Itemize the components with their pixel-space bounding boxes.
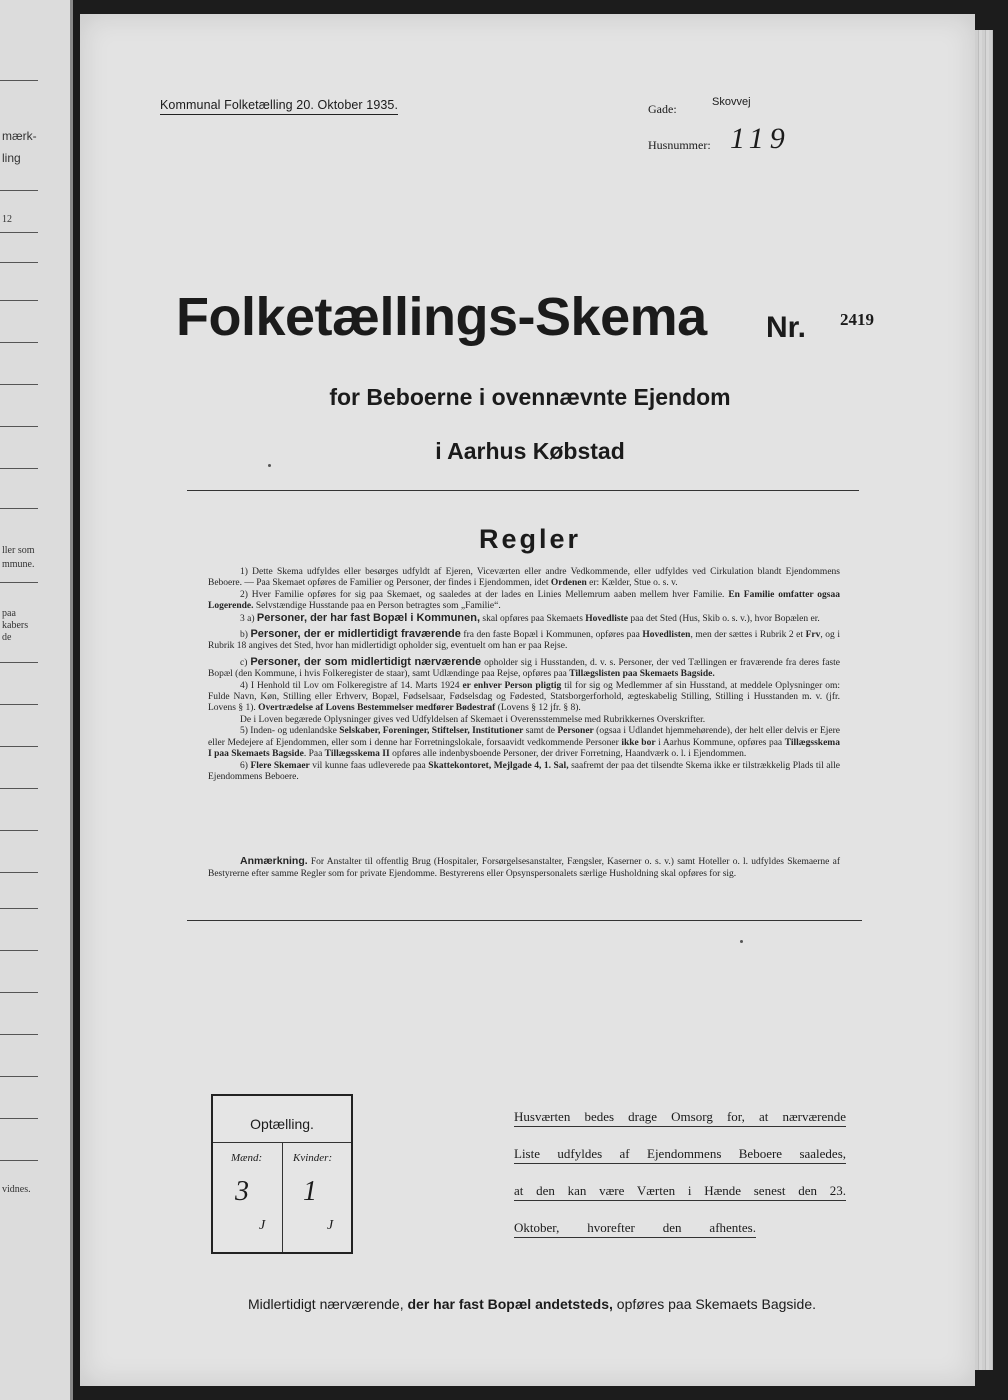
- rule-text: skal opføres paa Skemaets: [480, 613, 586, 624]
- rule-text: b): [240, 630, 251, 641]
- rule-4: [208, 681, 840, 715]
- form-number: 2419: [840, 310, 874, 329]
- rule-emphasis: Hovedlisten: [642, 630, 691, 641]
- rule-5: [208, 726, 840, 760]
- rule-4-note: De i Loven begærede Oplysninger gives ved Udfyldelsen af Skemaet i Overensstemmelse med Rubrikkernes Overskrifter.: [240, 714, 706, 725]
- women-label: Kvinder:: [293, 1152, 333, 1164]
- page-fragment-text: paa: [2, 608, 16, 619]
- divider: [0, 1076, 38, 1077]
- remark-body: For Anstalter til offentlig Brug (Hospitaler, Forsørgelsesanstalter, Fængsler, Kaserner o. s. v.) samt Hoteller o. l. udfyldes Skemaerne af Bestyrerne efter samme Regler som for private Ejendomme. Bestyrerens eller Opsynspersonalets særlige Husholdning skal opføres for sig.: [208, 857, 840, 879]
- footer-text: opføres paa Skemaets Bagside.: [612, 1296, 816, 1312]
- rule-text: paa det Sted (Hus, Skib o. s. v.), hvor Bopælen er.: [628, 613, 820, 624]
- rule-text: 5) Inden- og udenlandske: [240, 726, 340, 737]
- rule-emphasis: En Familie omfatter ogsaa Logerende.: [208, 589, 840, 612]
- rule-emphasis: Overtrædelse af Lovens Bestemmelser medfører Bødestraf: [258, 703, 496, 714]
- rule-emphasis: Personer, der som midlertidigt nærværende: [250, 655, 482, 668]
- rule-text: samt de: [523, 726, 558, 737]
- form-location: i Aarhus Købstad: [435, 438, 625, 464]
- previous-page-edge: [0, 0, 73, 1400]
- remark-text: [208, 856, 840, 880]
- rule-emphasis: Personer, der er midlertidigt fraværende: [250, 628, 461, 641]
- rule-text: , men der sættes i Rubrik 2 et: [690, 630, 806, 641]
- divider: [0, 384, 38, 385]
- divider: [0, 342, 38, 343]
- footer-note: [192, 1296, 872, 1312]
- rule-emphasis: Skattekontoret, Mejlgade 4, 1. Sal,: [428, 760, 569, 771]
- rule-emphasis: Personer: [557, 726, 594, 737]
- rule-emphasis: er enhver Person pligtig: [462, 680, 562, 691]
- paper-speck: [740, 940, 743, 943]
- remark-label: Anmærkning.: [240, 855, 308, 867]
- divider: [187, 920, 862, 921]
- rule-1: [208, 567, 840, 590]
- remark-paragraph: [208, 856, 840, 880]
- rule-2: [208, 590, 840, 613]
- rule-emphasis: Hovedliste: [585, 613, 629, 624]
- rule-text: (ogsaa i Udlandet hjemmehørende), der helt eller delvis er Ejere eller Medejere af Ejendommen, eller som i denne har Forretningslokale, forsaavidt vedkommende Personer: [208, 726, 840, 748]
- divider: [0, 704, 38, 705]
- men-count: 3: [235, 1176, 249, 1207]
- divider: [0, 426, 38, 427]
- rule-emphasis: Ordenen: [550, 578, 587, 589]
- instruction-line: Husværten bedes drage Omsorg for, at nærværende: [514, 1108, 846, 1127]
- page-fragment-text: mærk-: [2, 129, 37, 143]
- instruction-line: Oktober, hvorefter den afhentes.: [514, 1219, 756, 1238]
- rule-3b: [208, 629, 840, 653]
- page-fragment-text: ller som: [2, 545, 35, 556]
- house-number-value: 119: [730, 122, 791, 155]
- street-value: Skovvej: [712, 96, 751, 108]
- census-form-page: [80, 14, 975, 1386]
- rule-emphasis: Personer, der har fast Bopæl i Kommunen,: [256, 611, 480, 624]
- divider: [0, 1118, 38, 1119]
- rules-text: [208, 567, 840, 783]
- divider: [0, 300, 38, 301]
- rule-text: (Lovens § 12 jfr. § 8).: [495, 703, 581, 714]
- rule-emphasis: ikke bor: [621, 737, 656, 748]
- page-fragment-text: 12: [2, 214, 12, 225]
- divider: [0, 908, 38, 909]
- page-fragment-text: de: [2, 632, 12, 643]
- check-mark: J: [327, 1218, 334, 1233]
- form-title: Folketællings-Skema: [176, 287, 707, 347]
- house-number-label: Husnummer:: [648, 138, 711, 152]
- footer-text: Midlertidigt nærværende,: [247, 1296, 408, 1312]
- form-subtitle: for Beboerne i ovennævnte Ejendom: [329, 384, 731, 410]
- form-number-label: Nr.: [766, 311, 807, 344]
- rule-text: Selvstændige Husstande paa en Person betragtes som „Familie“.: [253, 601, 501, 612]
- rule-emphasis: Tillægslisten paa Skemaets Bagside.: [569, 669, 715, 680]
- rule-text: 2) Hver Familie opføres for sig paa Skemaet, og saaledes at der lades en Linies Mellemrum aaben mellem hver Familie.: [240, 589, 729, 600]
- divider: [0, 508, 38, 509]
- divider: [0, 468, 38, 469]
- rule-text: saafremt der paa det tilsendte Skema ikke er tilstrækkelig Plads til alle Ejendommens Beboere.: [208, 760, 840, 782]
- divider: [187, 490, 859, 491]
- rule-emphasis: Tillægsskema II: [324, 749, 390, 760]
- rule-text: er: Kælder, Stue o. s. v.: [586, 578, 678, 589]
- rule-emphasis: Frv: [805, 630, 821, 641]
- men-label: Mænd:: [231, 1152, 263, 1164]
- rule-text: vil kunne faas udleverede paa: [309, 760, 429, 771]
- rule-text: i Aarhus Kommune, opføres paa: [655, 737, 785, 748]
- rule-emphasis: Flere Skemaer: [250, 760, 310, 771]
- count-title: Optælling.: [250, 1116, 314, 1132]
- divider: [0, 262, 38, 263]
- rule-emphasis: Tillægsskema I paa Skemaets Bagside: [208, 737, 840, 760]
- divider: [0, 190, 38, 191]
- rule-3c: [208, 657, 840, 681]
- page-fragment-text: vidnes.: [2, 1184, 31, 1195]
- rule-3a: [208, 613, 840, 625]
- divider: [0, 662, 38, 663]
- paper-speck: [268, 464, 271, 467]
- footer-emphasis: der har fast Bopæl andetsteds,: [407, 1296, 613, 1312]
- divider: [0, 830, 38, 831]
- divider: [0, 788, 38, 789]
- rule-text: 1) Dette Skema udfyldes eller besørges udfyldt af Ejeren, Viceværten eller andre Vedkommende, eller udfyldes ved Cirkulation blandt Ejendommens Beboere. — Paa Skemaet opføres de Familier og Personer, der findes i Ejendommen, idet: [208, 567, 840, 589]
- page-fragment-text: mmune.: [2, 559, 35, 570]
- divider: [0, 872, 38, 873]
- divider: [0, 1034, 38, 1035]
- divider: [0, 232, 38, 233]
- instruction-line: at den kan være Værten i Hænde senest den 23.: [514, 1182, 846, 1201]
- rule-text: til for sig og Medlemmer af sin Husstand, at meddele Oplysninger om: Fulde Navn, Køn, Stilling eller Erhverv, Bopæl, Fødselsaar, Fødselsdag og Fødested, Statsborgerforhold, ægteskabelig Stilling, Stilling i Husstanden m. v. (jfr. Lovens § 1).: [208, 680, 840, 714]
- rule-text: 6): [240, 760, 251, 771]
- rule-text: opholder sig i Husstanden, d. v. s. Personer, der ved Tællingen er fraværende fra deres faste Bopæl (den Kommune, i hvis Folkeregister de staar), samt Udlændinge paa Rejse, opføres paa: [208, 657, 840, 680]
- count-box: [211, 1094, 353, 1254]
- rule-text: fra den faste Bopæl i Kommunen, opføres paa: [460, 630, 643, 641]
- rule-emphasis: Selskaber, Foreninger, Stiftelser, Institutioner: [339, 726, 524, 737]
- rule-text: . Paa: [303, 749, 325, 760]
- divider: [0, 950, 38, 951]
- landlord-instruction: [514, 1108, 846, 1256]
- page-fragment-text: ling: [2, 151, 21, 165]
- rule-text: 3 a): [240, 613, 257, 624]
- rule-text: 4) I Henhold til Lov om Folkeregistre af 14. Marts 1924: [240, 680, 463, 691]
- divider: [0, 582, 38, 583]
- check-mark: J: [259, 1218, 266, 1233]
- street-label: Gade:: [648, 102, 677, 116]
- house-number-field: [648, 122, 791, 155]
- rule-text: , og i Rubrik 18 angives det Sted, hvor han midlertidigt opholder sig, eventuelt om han er paa Rejse.: [208, 630, 840, 652]
- rule-text: c): [240, 657, 251, 668]
- rule-6: [208, 761, 840, 784]
- census-header: Kommunal Folketælling 20. Oktober 1935.: [160, 98, 398, 115]
- women-count: 1: [303, 1176, 317, 1207]
- rule-text: opføres alle indenbysboende Personer, der driver Forretning, Haandværk o. l. i Ejendommen.: [389, 749, 747, 760]
- divider: [0, 992, 38, 993]
- page-fragment-text: kabers: [2, 620, 29, 631]
- divider: [0, 1160, 38, 1161]
- page-stack-edge: [975, 30, 993, 1370]
- instruction-line: Liste udfyldes af Ejendommens Beboere saaledes,: [514, 1145, 846, 1164]
- divider: [282, 1142, 283, 1252]
- street-field: [648, 96, 751, 117]
- rules-heading: Regler: [478, 524, 582, 554]
- divider: [0, 80, 38, 81]
- divider: [0, 746, 38, 747]
